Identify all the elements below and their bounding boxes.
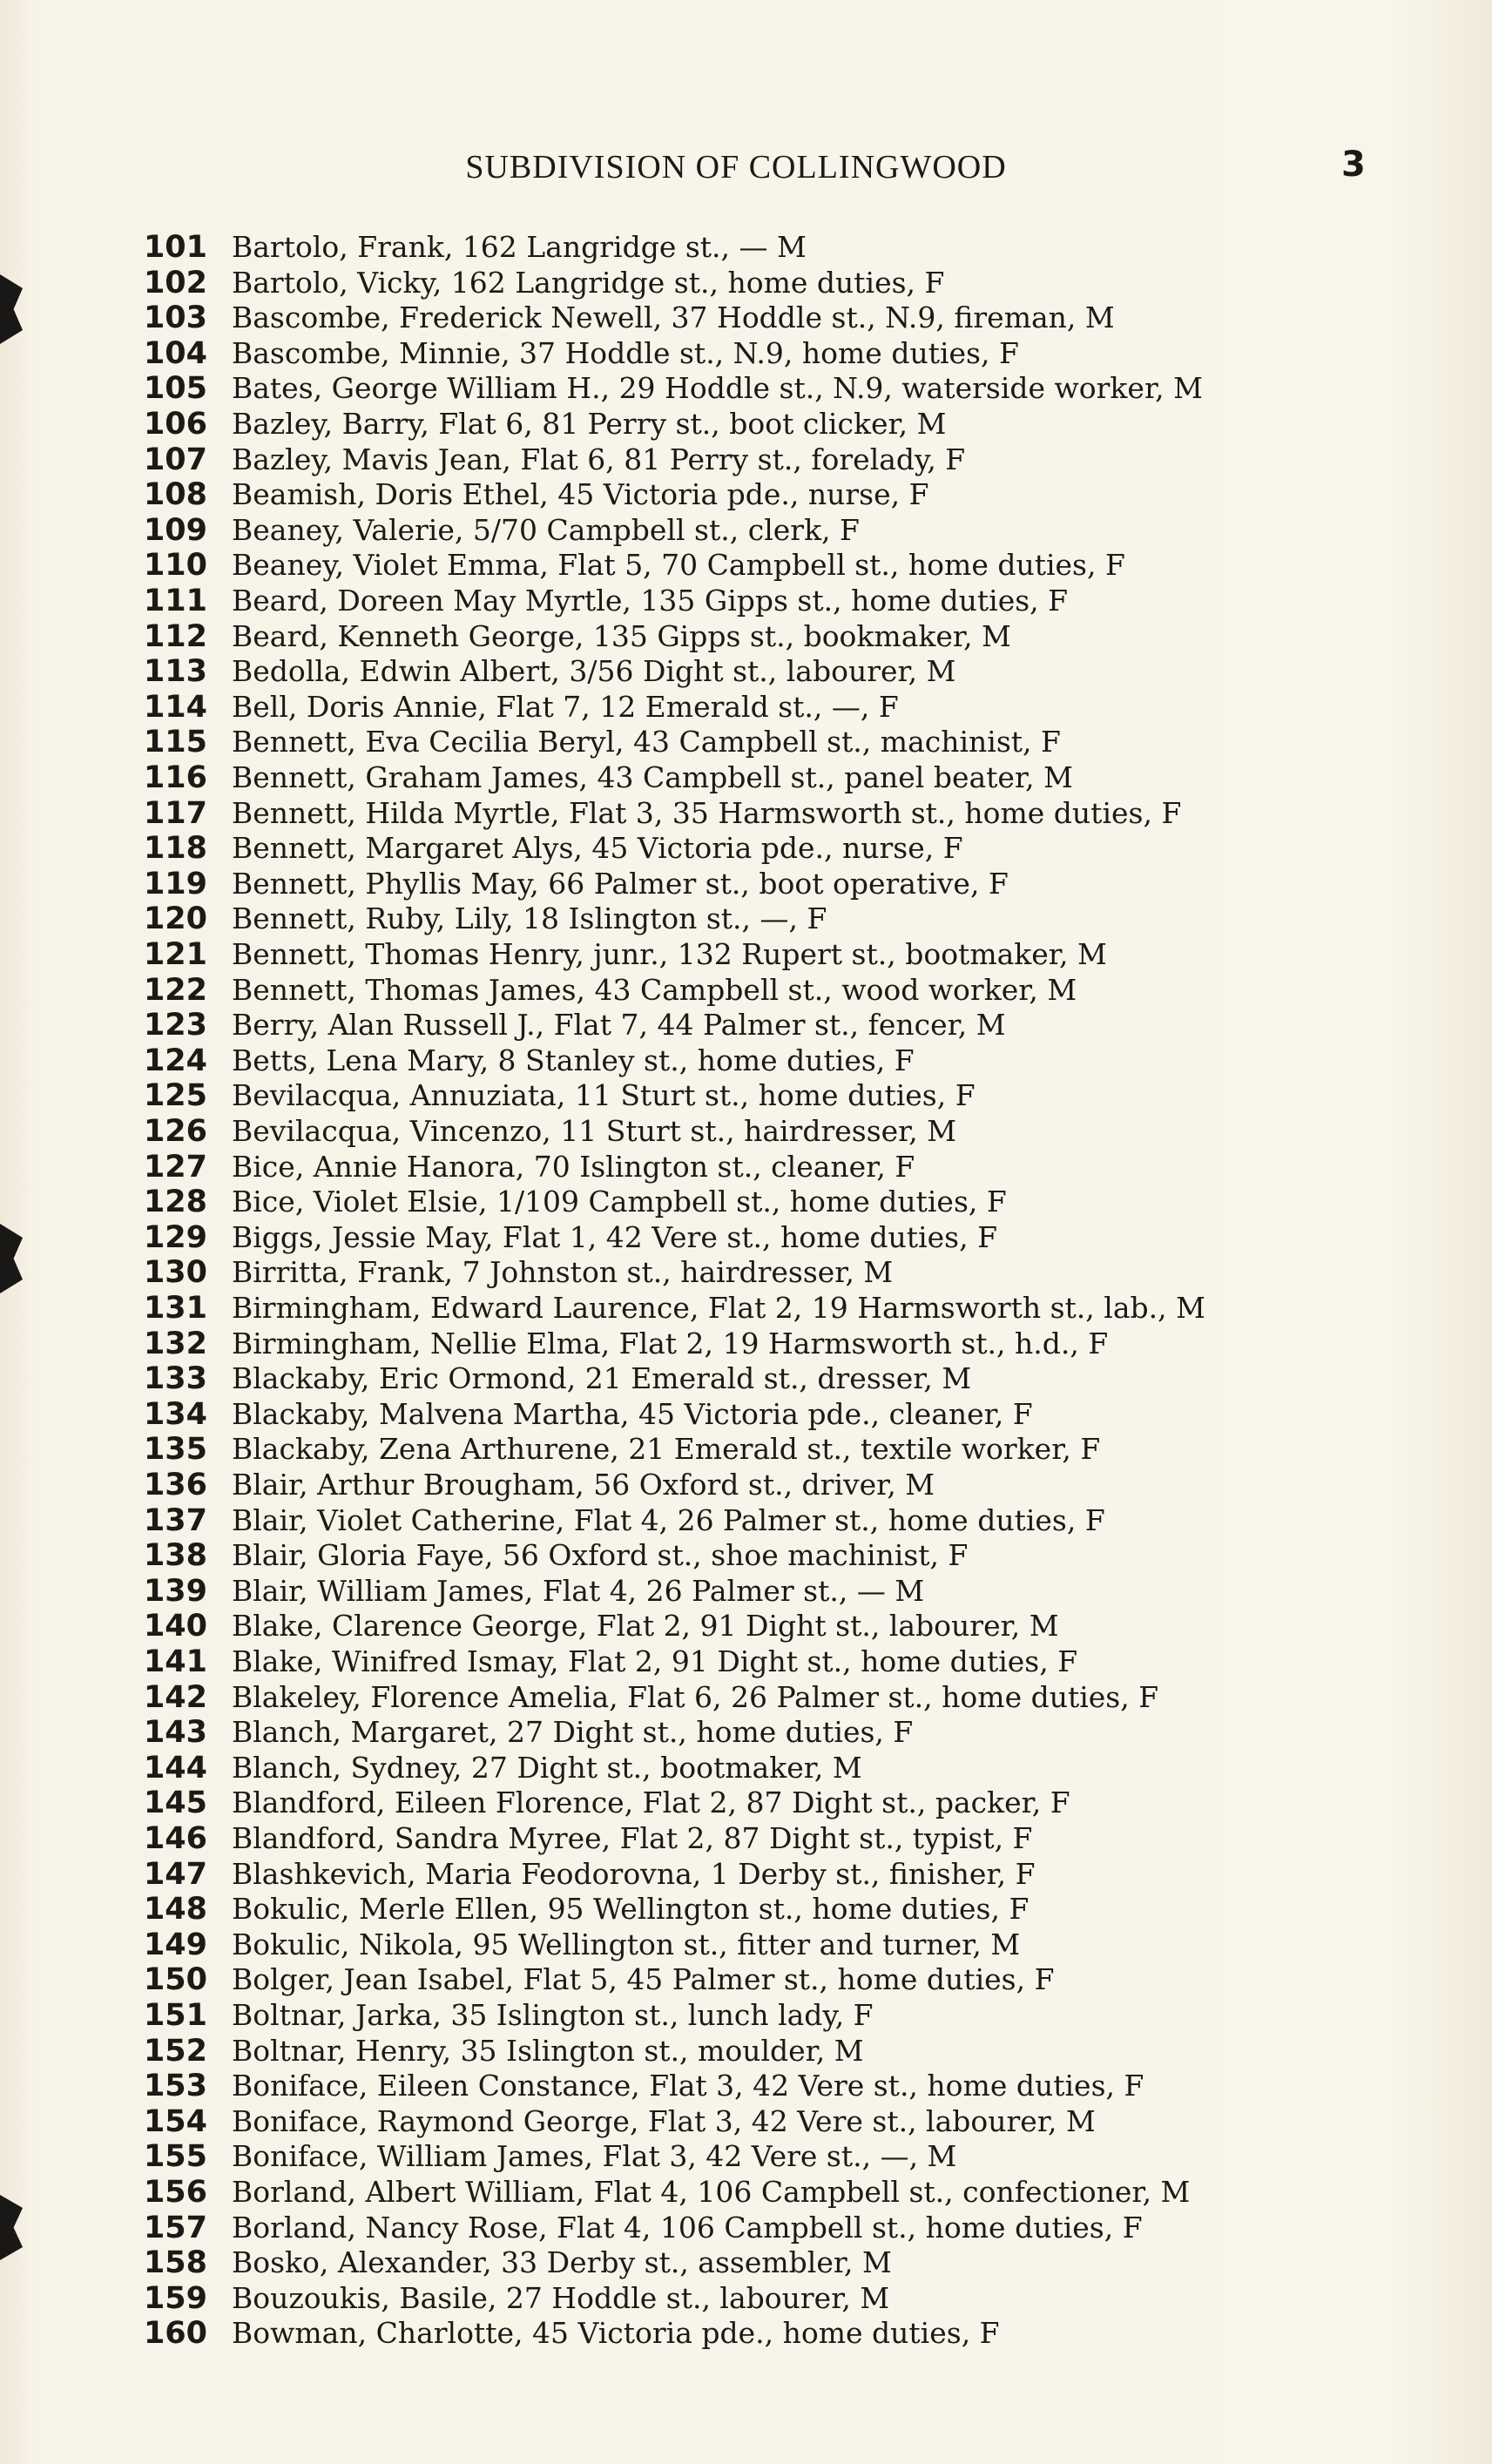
entry-number: 126 xyxy=(143,1114,207,1149)
roll-entry xyxy=(0,1609,1492,1644)
entry-number: 148 xyxy=(143,1892,207,1927)
roll-entry xyxy=(0,2245,1492,2280)
roll-entry xyxy=(0,1327,1492,1361)
entry-number: 153 xyxy=(143,2069,207,2104)
roll-entry xyxy=(0,1503,1492,1538)
entry-text: Bice, Annie Hanora, 70 Islington st., cleaner, F xyxy=(232,1149,915,1184)
entry-number: 118 xyxy=(143,831,207,867)
entry-text: Bowman, Charlotte, 45 Victoria pde., home duties, F xyxy=(232,2316,1000,2351)
entry-number: 139 xyxy=(143,1573,207,1609)
roll-entry xyxy=(0,1078,1492,1113)
entry-text: Bennett, Graham James, 43 Campbell st., panel beater, M xyxy=(232,760,1073,794)
entry-number: 131 xyxy=(143,1291,207,1326)
entry-text: Beard, Kenneth George, 135 Gipps st., bookmaker, M xyxy=(232,618,1011,653)
entry-text: Blair, William James, Flat 4, 26 Palmer st., — M xyxy=(232,1573,925,1608)
entry-text: Bascombe, Minnie, 37 Hoddle st., N.9, home duties, F xyxy=(232,335,1019,370)
entry-text: Birmingham, Nellie Elma, Flat 2, 19 Harmsworth st., h.d., F xyxy=(232,1326,1109,1360)
entry-text: Bevilacqua, Vincenzo, 11 Sturt st., hairdresser, M xyxy=(232,1114,957,1148)
entry-text: Blandford, Sandra Myree, Flat 2, 87 Dight st., typist, F xyxy=(232,1821,1033,1855)
entry-text: Boniface, William James, Flat 3, 42 Vere st., —, M xyxy=(232,2139,957,2174)
entry-number: 150 xyxy=(143,1962,207,1998)
entry-text: Bartolo, Frank, 162 Langridge st., — M xyxy=(232,230,807,264)
entry-number: 145 xyxy=(143,1786,207,1821)
entry-number: 117 xyxy=(143,795,207,831)
entry-text: Bice, Violet Elsie, 1/109 Campbell st., home duties, F xyxy=(232,1185,1007,1219)
roll-entry xyxy=(0,1998,1492,2033)
entry-text: Blakeley, Florence Amelia, Flat 6, 26 Palmer st., home duties, F xyxy=(232,1679,1159,1714)
entry-number: 122 xyxy=(143,972,207,1008)
entry-text: Birritta, Frank, 7 Johnston st., hairdresser, M xyxy=(232,1255,894,1290)
entry-number: 128 xyxy=(143,1185,207,1220)
entry-number: 140 xyxy=(143,1609,207,1644)
entry-text: Bedolla, Edwin Albert, 3/56 Dight st., labourer, M xyxy=(232,654,956,689)
entry-text: Bennett, Thomas Henry, junr., 132 Rupert st., bootmaker, M xyxy=(232,937,1107,971)
entry-text: Beamish, Doris Ethel, 45 Victoria pde., nurse, F xyxy=(232,477,929,512)
roll-entry xyxy=(0,1538,1492,1573)
entry-number: 106 xyxy=(143,407,207,442)
entry-text: Blackaby, Malvena Martha, 45 Victoria pde., cleaner, F xyxy=(232,1396,1033,1431)
entry-number: 108 xyxy=(143,477,207,513)
roll-entry xyxy=(0,371,1492,406)
roll-entry xyxy=(0,1043,1492,1078)
entry-text: Bates, George William H., 29 Hoddle st., N.9, waterside worker, M xyxy=(232,371,1203,406)
entry-number: 107 xyxy=(143,442,207,477)
entry-number: 151 xyxy=(143,1998,207,2033)
roll-entry xyxy=(0,2034,1492,2069)
entry-number: 154 xyxy=(143,2103,207,2139)
roll-entry xyxy=(0,654,1492,689)
roll-entry xyxy=(0,230,1492,265)
entry-text: Boniface, Raymond George, Flat 3, 42 Vere st., labourer, M xyxy=(232,2103,1096,2138)
roll-entry xyxy=(0,1397,1492,1432)
roll-entry xyxy=(0,2175,1492,2210)
roll-entry xyxy=(0,2139,1492,2174)
entry-text: Borland, Nancy Rose, Flat 4, 106 Campbell st., home duties, F xyxy=(232,2210,1143,2245)
entry-number: 125 xyxy=(143,1078,207,1114)
entry-number: 123 xyxy=(143,1008,207,1043)
entry-number: 116 xyxy=(143,760,207,795)
entry-number: 129 xyxy=(143,1219,207,1255)
roll-entry xyxy=(0,548,1492,583)
roll-entry xyxy=(0,1786,1492,1820)
roll-entry xyxy=(0,796,1492,831)
page-title: SUBDIVISION OF COLLINGWOOD xyxy=(465,149,1007,186)
entry-text: Blake, Clarence George, Flat 2, 91 Dight st., labourer, M xyxy=(232,1609,1059,1644)
entry-number: 136 xyxy=(143,1468,207,1502)
entry-number: 124 xyxy=(143,1043,207,1078)
entry-text: Beaney, Violet Emma, Flat 5, 70 Campbell st., home duties, F xyxy=(232,548,1125,583)
entry-number: 141 xyxy=(143,1644,207,1679)
roll-entry xyxy=(0,760,1492,795)
entry-number: 112 xyxy=(143,618,207,654)
roll-entry xyxy=(0,1468,1492,1502)
entry-text: Bosko, Alexander, 33 Derby st., assembler, M xyxy=(232,2245,892,2280)
entry-text: Blackaby, Zena Arthurene, 21 Emerald st., textile worker, F xyxy=(232,1432,1101,1467)
entry-text: Bokulic, Merle Ellen, 95 Wellington st., home duties, F xyxy=(232,1892,1030,1927)
entry-text: Birmingham, Edward Laurence, Flat 2, 19 Harmsworth st., lab., M xyxy=(232,1291,1205,1325)
entry-number: 110 xyxy=(143,548,207,584)
entry-number: 114 xyxy=(143,689,207,725)
roll-entry xyxy=(0,1857,1492,1892)
roll-entry xyxy=(0,1114,1492,1149)
entry-number: 115 xyxy=(143,725,207,760)
roll-entry xyxy=(0,725,1492,759)
roll-entry xyxy=(0,1291,1492,1326)
entry-text: Blanch, Margaret, 27 Dight st., home duties, F xyxy=(232,1715,914,1750)
roll-entry xyxy=(0,1185,1492,1219)
roll-entry xyxy=(0,1574,1492,1609)
entry-text: Bokulic, Nikola, 95 Wellington st., fitter and turner, M xyxy=(232,1927,1021,1961)
entry-number: 144 xyxy=(143,1750,207,1786)
entry-text: Blandford, Eileen Florence, Flat 2, 87 Dight st., packer, F xyxy=(232,1786,1070,1820)
roll-entry xyxy=(0,1821,1492,1856)
entry-number: 134 xyxy=(143,1396,207,1432)
roll-entry xyxy=(0,266,1492,300)
entry-text: Bascombe, Frederick Newell, 37 Hoddle st., N.9, fireman, M xyxy=(232,300,1115,335)
roll-entry xyxy=(0,1715,1492,1750)
entry-text: Bartolo, Vicky, 162 Langridge st., home duties, F xyxy=(232,265,945,300)
entry-text: Borland, Albert William, Flat 4, 106 Campbell st., confectioner, M xyxy=(232,2175,1191,2209)
entry-number: 135 xyxy=(143,1432,207,1468)
entry-text: Bennett, Hilda Myrtle, Flat 3, 35 Harmsworth st., home duties, F xyxy=(232,795,1182,830)
roll-entry xyxy=(0,1927,1492,1962)
entry-number: 149 xyxy=(143,1927,207,1962)
entry-number: 133 xyxy=(143,1361,207,1397)
roll-entry xyxy=(0,442,1492,477)
roll-entry xyxy=(0,2281,1492,2316)
roll-entry xyxy=(0,584,1492,618)
entry-text: Bennett, Margaret Alys, 45 Victoria pde., nurse, F xyxy=(232,831,963,866)
entry-text: Bennett, Thomas James, 43 Campbell st., wood worker, M xyxy=(232,972,1077,1007)
entry-text: Beaney, Valerie, 5/70 Campbell st., clerk, F xyxy=(232,512,860,547)
entry-number: 109 xyxy=(143,512,207,548)
page-number: 3 xyxy=(1341,145,1366,185)
roll-entry xyxy=(0,336,1492,371)
entry-text: Blanch, Sydney, 27 Dight st., bootmaker, M xyxy=(232,1750,862,1785)
roll-entry xyxy=(0,867,1492,901)
entry-number: 105 xyxy=(143,371,207,407)
entry-text: Bennett, Ruby, Lily, 18 Islington st., —, F xyxy=(232,901,827,936)
entry-number: 138 xyxy=(143,1538,207,1574)
entry-number: 104 xyxy=(143,335,207,371)
entry-text: Blair, Arthur Brougham, 56 Oxford st., driver, M xyxy=(232,1468,935,1502)
entry-number: 132 xyxy=(143,1326,207,1361)
entry-text: Berry, Alan Russell J., Flat 7, 44 Palmer st., fencer, M xyxy=(232,1008,1006,1043)
entry-number: 102 xyxy=(143,265,207,300)
roll-entry xyxy=(0,619,1492,654)
entry-text: Blair, Violet Catherine, Flat 4, 26 Palmer st., home duties, F xyxy=(232,1502,1105,1537)
roll-entry xyxy=(0,1892,1492,1927)
entry-text: Boltnar, Henry, 35 Islington st., moulder, M xyxy=(232,2033,864,2068)
entry-text: Blashkevich, Maria Feodorovna, 1 Derby st., finisher, F xyxy=(232,1856,1036,1891)
entry-number: 119 xyxy=(143,866,207,901)
entry-number: 159 xyxy=(143,2280,207,2316)
roll-entry xyxy=(0,1680,1492,1715)
roll-entry xyxy=(0,2069,1492,2103)
roll-entry xyxy=(0,1255,1492,1290)
roll-entry xyxy=(0,2104,1492,2139)
roll-entry xyxy=(0,1644,1492,1679)
entry-text: Beard, Doreen May Myrtle, 135 Gipps st., home duties, F xyxy=(232,584,1069,618)
roll-entry xyxy=(0,513,1492,548)
roll-entry xyxy=(0,477,1492,512)
entry-number: 155 xyxy=(143,2139,207,2175)
roll-entry xyxy=(0,407,1492,442)
roll-entry xyxy=(0,831,1492,866)
roll-entry xyxy=(0,690,1492,725)
entry-text: Blake, Winifred Ismay, Flat 2, 91 Dight st., home duties, F xyxy=(232,1644,1078,1678)
entry-number: 127 xyxy=(143,1149,207,1185)
entry-number: 146 xyxy=(143,1821,207,1856)
roll-entry xyxy=(0,2211,1492,2245)
entry-text: Blackaby, Eric Ormond, 21 Emerald st., dresser, M xyxy=(232,1361,972,1396)
entry-number: 120 xyxy=(143,901,207,937)
roll-entry xyxy=(0,300,1492,335)
entry-text: Blair, Gloria Faye, 56 Oxford st., shoe machinist, F xyxy=(232,1538,969,1573)
roll-entry xyxy=(0,1361,1492,1396)
roll-entry xyxy=(0,1008,1492,1043)
roll-entry xyxy=(0,973,1492,1008)
entry-text: Bouzoukis, Basile, 27 Hoddle st., labourer, M xyxy=(232,2280,890,2315)
entry-text: Bell, Doris Annie, Flat 7, 12 Emerald st., —, F xyxy=(232,689,899,724)
entry-number: 160 xyxy=(143,2316,207,2352)
roll-entry xyxy=(0,1220,1492,1255)
entry-number: 142 xyxy=(143,1679,207,1715)
entry-number: 101 xyxy=(143,230,207,265)
entry-text: Bennett, Phyllis May, 66 Palmer st., boot operative, F xyxy=(232,866,1009,901)
roll-entry xyxy=(0,1751,1492,1786)
roll-entry xyxy=(0,2316,1492,2351)
entry-text: Biggs, Jessie May, Flat 1, 42 Vere st., home duties, F xyxy=(232,1219,997,1254)
roll-entry xyxy=(0,1962,1492,1997)
roll-entry xyxy=(0,1432,1492,1467)
entry-number: 103 xyxy=(143,300,207,336)
entry-text: Bazley, Barry, Flat 6, 81 Perry st., boot clicker, M xyxy=(232,407,947,441)
entry-number: 137 xyxy=(143,1502,207,1538)
entry-number: 121 xyxy=(143,937,207,972)
entry-number: 147 xyxy=(143,1856,207,1892)
entry-number: 113 xyxy=(143,654,207,690)
entry-text: Boniface, Eileen Constance, Flat 3, 42 Vere st., home duties, F xyxy=(232,2069,1144,2103)
entry-number: 157 xyxy=(143,2210,207,2245)
entry-number: 143 xyxy=(143,1715,207,1751)
entry-text: Bevilacqua, Annuziata, 11 Sturt st., home duties, F xyxy=(232,1078,976,1113)
entry-text: Boltnar, Jarka, 35 Islington st., lunch lady, F xyxy=(232,1998,874,2032)
entry-text: Bennett, Eva Cecilia Beryl, 43 Campbell st., machinist, F xyxy=(232,725,1061,759)
entry-number: 130 xyxy=(143,1255,207,1291)
entry-text: Betts, Lena Mary, 8 Stanley st., home duties, F xyxy=(232,1043,915,1077)
roll-entry xyxy=(0,937,1492,972)
entry-text: Bazley, Mavis Jean, Flat 6, 81 Perry st., forelady, F xyxy=(232,442,966,476)
entry-number: 158 xyxy=(143,2245,207,2281)
page-header xyxy=(0,145,1492,192)
entry-number: 152 xyxy=(143,2033,207,2069)
entry-number: 156 xyxy=(143,2175,207,2210)
entry-text: Bolger, Jean Isabel, Flat 5, 45 Palmer st., home duties, F xyxy=(232,1962,1055,1997)
entry-number: 111 xyxy=(143,584,207,618)
roll-entry xyxy=(0,1150,1492,1185)
roll-entry xyxy=(0,901,1492,936)
